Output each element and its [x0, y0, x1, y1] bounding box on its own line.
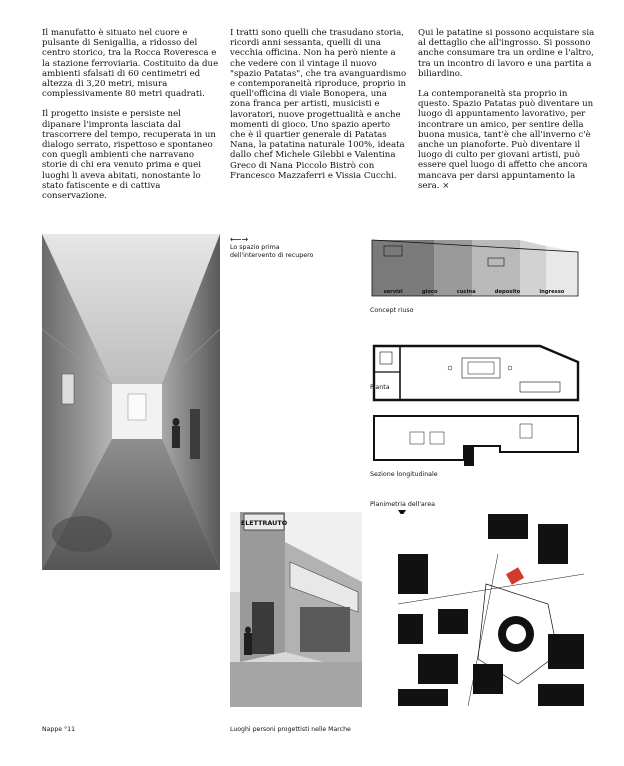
site-caption: Planimetria dell'area: [370, 501, 435, 508]
page-footer-left: Nappe °11: [42, 726, 76, 733]
longitudinal-section: [370, 414, 582, 470]
text-column-1: [42, 28, 220, 211]
paragraph: Il manufatto è situato nel cuore e pulsante di Senigallia, a ridosso del centro storico, tra la Rocca Roveresca e la stazione ferroviaria. Costituito da due ambienti sfalsati di 60 centimetri ed altezza di 3,20 metri, misura complessivamente 80 metri quadrati.: [42, 28, 219, 100]
text-column-2: [230, 28, 408, 191]
paragraph: Qui le patatine si possono acquistare sia al dettaglio che all'ingrosso. Si possono anche consumare tra un ordine e l'altro, tra un incontro di lavoro e una partita a biliardino.: [418, 28, 595, 79]
plan-caption: Pianta: [370, 384, 390, 391]
storefront-sign: ELETTRAUTO: [240, 519, 288, 527]
zone-label: deposito: [494, 289, 521, 295]
text-column-3: [418, 28, 596, 201]
paragraph: La contemporaneità sta proprio in questo. Spazio Patatas può diventare un luogo di appuntamento lavorativo, per incontrare un amico, per sentire della buona musica, tant'è che all'inverno c'è anche un pianoforte. Può diventare il luogo di culto per giovani artisti, può essere quel luogo di affetto che ancora mancava per darsi appuntamento la sera. ×: [418, 89, 594, 191]
site-plan: [398, 514, 584, 706]
concept-diagram: [370, 236, 582, 302]
paragraph: Il progetto insiste e persiste nel dipanare l'impronta lasciata dal trascorrere del tempo, recuperata in un dialogo serrato, rispettoso e spontaneo con quegli ambienti che narravano storie di chi era venuto prima e quei luoghi li aveva abitati, nonostante lo stato fatiscente e di cattiva conservazione.: [42, 109, 216, 202]
zone-label: ingresso: [539, 289, 565, 295]
interior-photo: [42, 234, 220, 570]
page-footer-center: Luoghi personi progettisti nelle Marche: [230, 726, 351, 733]
zone-label: gioco: [421, 289, 438, 295]
photo-caption: ⟵→ Lo spazio prima dell'intervento di recupero: [230, 236, 340, 259]
arrow-icon: ⟵→: [230, 235, 249, 244]
concept-caption: Concept riuso: [370, 307, 414, 314]
zone-label: cucina: [456, 289, 476, 295]
floor-plan: [370, 342, 582, 404]
zone-label: servizi: [383, 289, 403, 295]
paragraph: I tratti sono quelli che trasudano storia, ricordi anni sessanta, quelli di una vecchia officina. Non ha però niente a che vedere con il vintage il nuovo "spazio Patatas", che tra avanguardismo e contemporaneità riproduce, proprio in quell'officina di viale Bonopera, una zona franca per artisti, musicisti e lavoratori, nuove progettualità e anche momenti di gioco. Uno spazio aperto che è il quartier generale di Patatas Nana, la patatina naturale 100%, ideata dallo chef Michele Gilebbi e Valentina Greco di Nana Piccolo Bistrò con Francesco Mazzaferri e Vissia Cucchi.: [230, 28, 407, 181]
storefront-photo: [230, 512, 362, 707]
section-caption: Sezione longitudinale: [370, 471, 438, 478]
